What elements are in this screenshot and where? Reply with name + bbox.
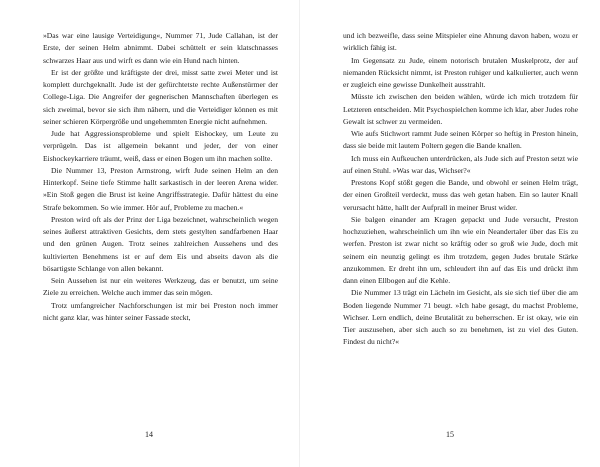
page-number-left: 14 xyxy=(145,430,153,439)
paragraph: Sie balgen einander am Kragen gepackt und Jude versucht, Preston hochzuziehen, wahrscheinlich um ihn wie ein Neandertaler über das Eis zu werfen. Preston ist zwar nicht so kräftig oder so groß wie Jude, doch mit seinem ein neunzig gelingt es ihm trotzdem, gegen Judes brutale Stärke anzukommen. Er dreht ihn um, schleudert ihn auf das Eis und drückt ihm dann einen Ellbogen auf die Kehle. xyxy=(343,214,578,285)
paragraph: Sein Aussehen ist nur ein weiteres Werkzeug, das er benutzt, um seine Ziele zu erreichen. Welche auch immer das sein mögen. xyxy=(43,276,278,298)
paragraph: Müsste ich zwischen den beiden wählen, würde ich mich trotzdem für Letzteren entscheiden. Mit Psychospielchen komme ich klar, aber Judes rohe Gewalt ist schwer zu vermeiden. xyxy=(343,92,578,126)
paragraph: Preston wird oft als der Prinz der Liga bezeichnet, wahrscheinlich wegen seines äußerst attraktiven Gesichts, dem stets gestylten sandfarbenen Haar und den grünen Augen. Trotz seines zahlreichen Aussehens und des kultivierten Benehmens ist er auf dem Eis und abseits davon als die bösartigste Schlange von allen bekannt. xyxy=(43,214,278,273)
paragraph: Im Gegensatz zu Jude, einem notorisch brutalen Muskelprotz, der auf niemanden Rücksicht nimmt, ist Preston ruhiger und kalkulierter, auch wenn er zugleich eine gewisse Dunkelheit ausstrahlt. xyxy=(343,55,578,89)
paragraph: Ich muss ein Aufkeuchen unterdrücken, als Jude sich auf Preston setzt wie auf einen Stuhl. »Was war das, Wichser?« xyxy=(343,153,578,175)
paragraph: Wie aufs Stichwort rammt Jude seinen Körper so heftig in Preston hinein, dass sie beide mit lautem Poltern gegen die Bande knallen. xyxy=(343,129,578,151)
paragraph: Trotz umfangreicher Nachforschungen ist mir bei Preston noch immer nicht ganz klar, was hinter seiner Fassade steckt, xyxy=(43,300,278,322)
paragraph: »Das war eine lausige Verteidigung«, Nummer 71, Jude Callahan, ist der Erste, der seinen Helm abnimmt. Dabei schüttelt er sein klatschnasses schwarzes Haar aus und wirft es dann wie ein Hund nach hinten. xyxy=(43,31,278,65)
page-number-right: 15 xyxy=(446,430,454,439)
right-page-text xyxy=(343,30,578,349)
paragraph: Jude hat Aggressionsprobleme und spielt Eishockey, um Leute zu verprügeln. Das ist allgemein bekannt und jeder, der von einer Eishockeykarriere träumt, weiß, dass er einen Bogen um ihn machen sollte. xyxy=(43,129,278,163)
paragraph: und ich bezweifle, dass seine Mitspieler eine Ahnung davon haben, wozu er wirklich fähig ist. xyxy=(343,31,578,53)
left-page-text xyxy=(43,30,278,324)
paragraph: Prestons Kopf stößt gegen die Bande, und obwohl er seinen Helm trägt, der einen Großteil verdeckt, muss das weh getan haben. Ein so lauter Knall verursacht hätte, hallt der Aufprall in meiner Brust wider. xyxy=(343,178,578,212)
paragraph: Die Nummer 13, Preston Armstrong, wirft Jude seinen Helm an den Hinterkopf. Seine tiefe Stimme hallt sarkastisch in der leeren Arena wider. »Ein Stoß gegen die Brust ist keine Angriffsstrategie. Dafür hättest du eine Strafe bekommen. So wie immer. Hör auf, Probleme zu machen.« xyxy=(43,165,278,212)
book-gutter xyxy=(299,0,300,467)
paragraph: Die Nummer 13 trägt ein Lächeln im Gesicht, als sie sich tief über die am Boden liegende Nummer 71 beugt. »Ich habe gesagt, du machst Probleme, Wichser. Lern endlich, deine Brutalität zu beherrschen. Er ist okay, wie ein Tier auszusehen, aber sich auch so zu benehmen, ist zu viel des Guten. Findest du nicht?« xyxy=(343,288,578,347)
left-page xyxy=(43,30,278,324)
paragraph: Er ist der größte und kräftigste der drei, misst satte zwei Meter und ist komplett durchgeknallt. Jude ist der gefürchtetste rechte Außenstürmer der College-Liga. Die Angreifer der gegnerischen Mannschaften überlegen es sich zweimal, bevor sie sich ihm nähern, und die Verteidiger können es mit seiner schieren Körpergröße und ungehemmten Energie nicht aufnehmen. xyxy=(43,67,278,126)
right-page xyxy=(343,30,578,349)
